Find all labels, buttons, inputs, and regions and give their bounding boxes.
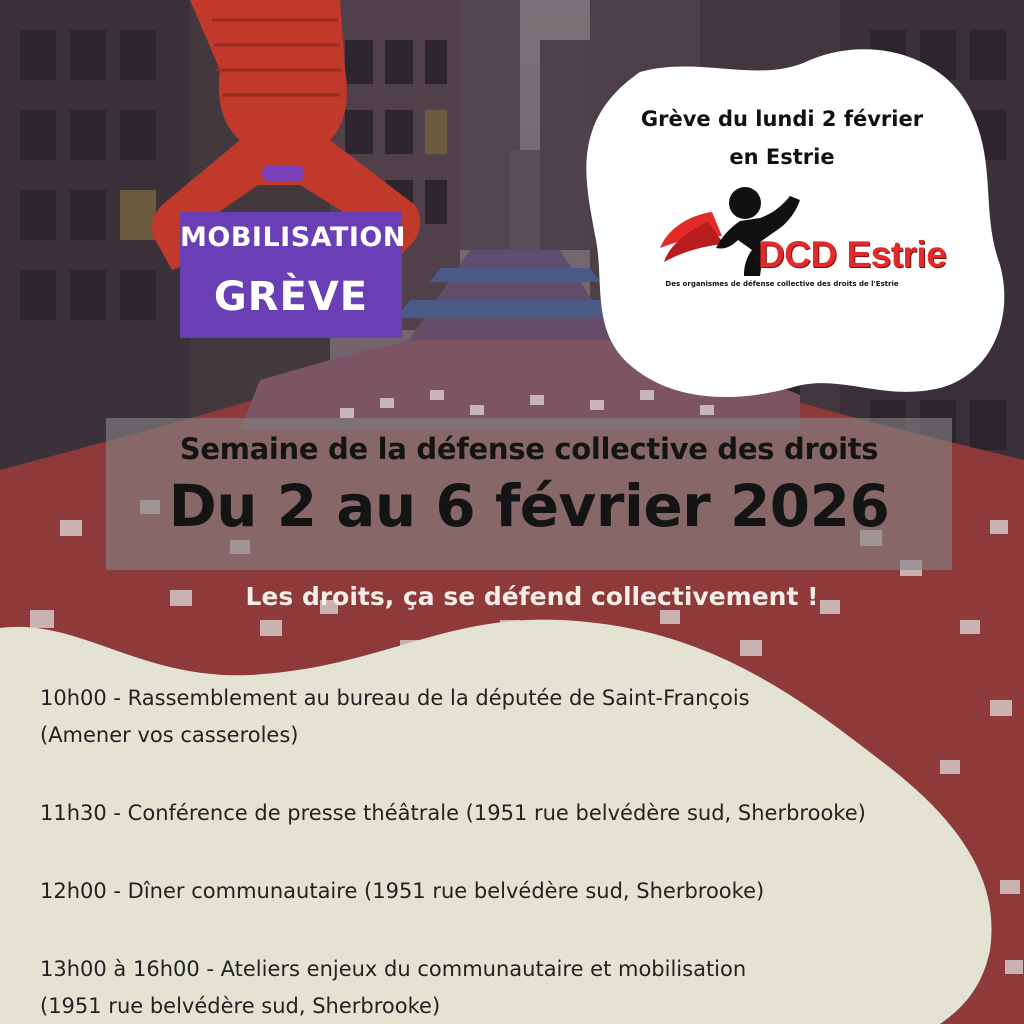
banner-subtitle: Semaine de la défense collective des droits	[179, 432, 879, 466]
schedule-item-line2: (Amener vos casseroles)	[40, 723, 299, 747]
slogan: Les droits, ça se défend collectivement !	[245, 582, 819, 611]
figure-hair	[262, 165, 304, 182]
badge-title-line1: Grève du lundi 2 février	[640, 107, 924, 131]
schedule-item-line2: (1951 rue belvédère sud, Sherbrooke)	[40, 994, 441, 1018]
schedule-item	[40, 795, 1000, 832]
schedule-item-line1: 10h00 - Rassemblement au bureau de la députée de Saint-François	[40, 686, 750, 710]
event-banner	[106, 418, 952, 570]
logo-wordmark: DCD Estrie	[758, 234, 947, 275]
logo-subtitle: Des organismes de défense collective des droits de l'Estrie	[665, 280, 899, 288]
badge-title-line2: en Estrie	[729, 145, 835, 169]
street-stripe	[430, 268, 600, 282]
sign-line-greve: GRÈVE	[213, 274, 369, 320]
schedule-item	[40, 951, 1000, 1024]
distant-building	[540, 40, 590, 250]
schedule-item	[40, 680, 1000, 754]
schedule-item	[40, 873, 1000, 910]
schedule-item-line1: 12h00 - Dîner communautaire (1951 rue belvédère sud, Sherbrooke)	[40, 879, 765, 903]
street-stripe	[396, 300, 634, 318]
schedule-item-line1: 13h00 à 16h00 - Ateliers enjeux du communautaire et mobilisation	[40, 957, 747, 981]
banner-date: Du 2 au 6 février 2026	[168, 472, 890, 540]
sign-line-mobilisation: MOBILISATION	[180, 222, 406, 253]
distant-building	[510, 150, 540, 250]
schedule-item-line1: 11h30 - Conférence de presse théâtrale (1951 rue belvédère sud, Sherbrooke)	[40, 801, 866, 825]
schedule-list	[40, 680, 1000, 1024]
badge-title	[612, 100, 952, 176]
